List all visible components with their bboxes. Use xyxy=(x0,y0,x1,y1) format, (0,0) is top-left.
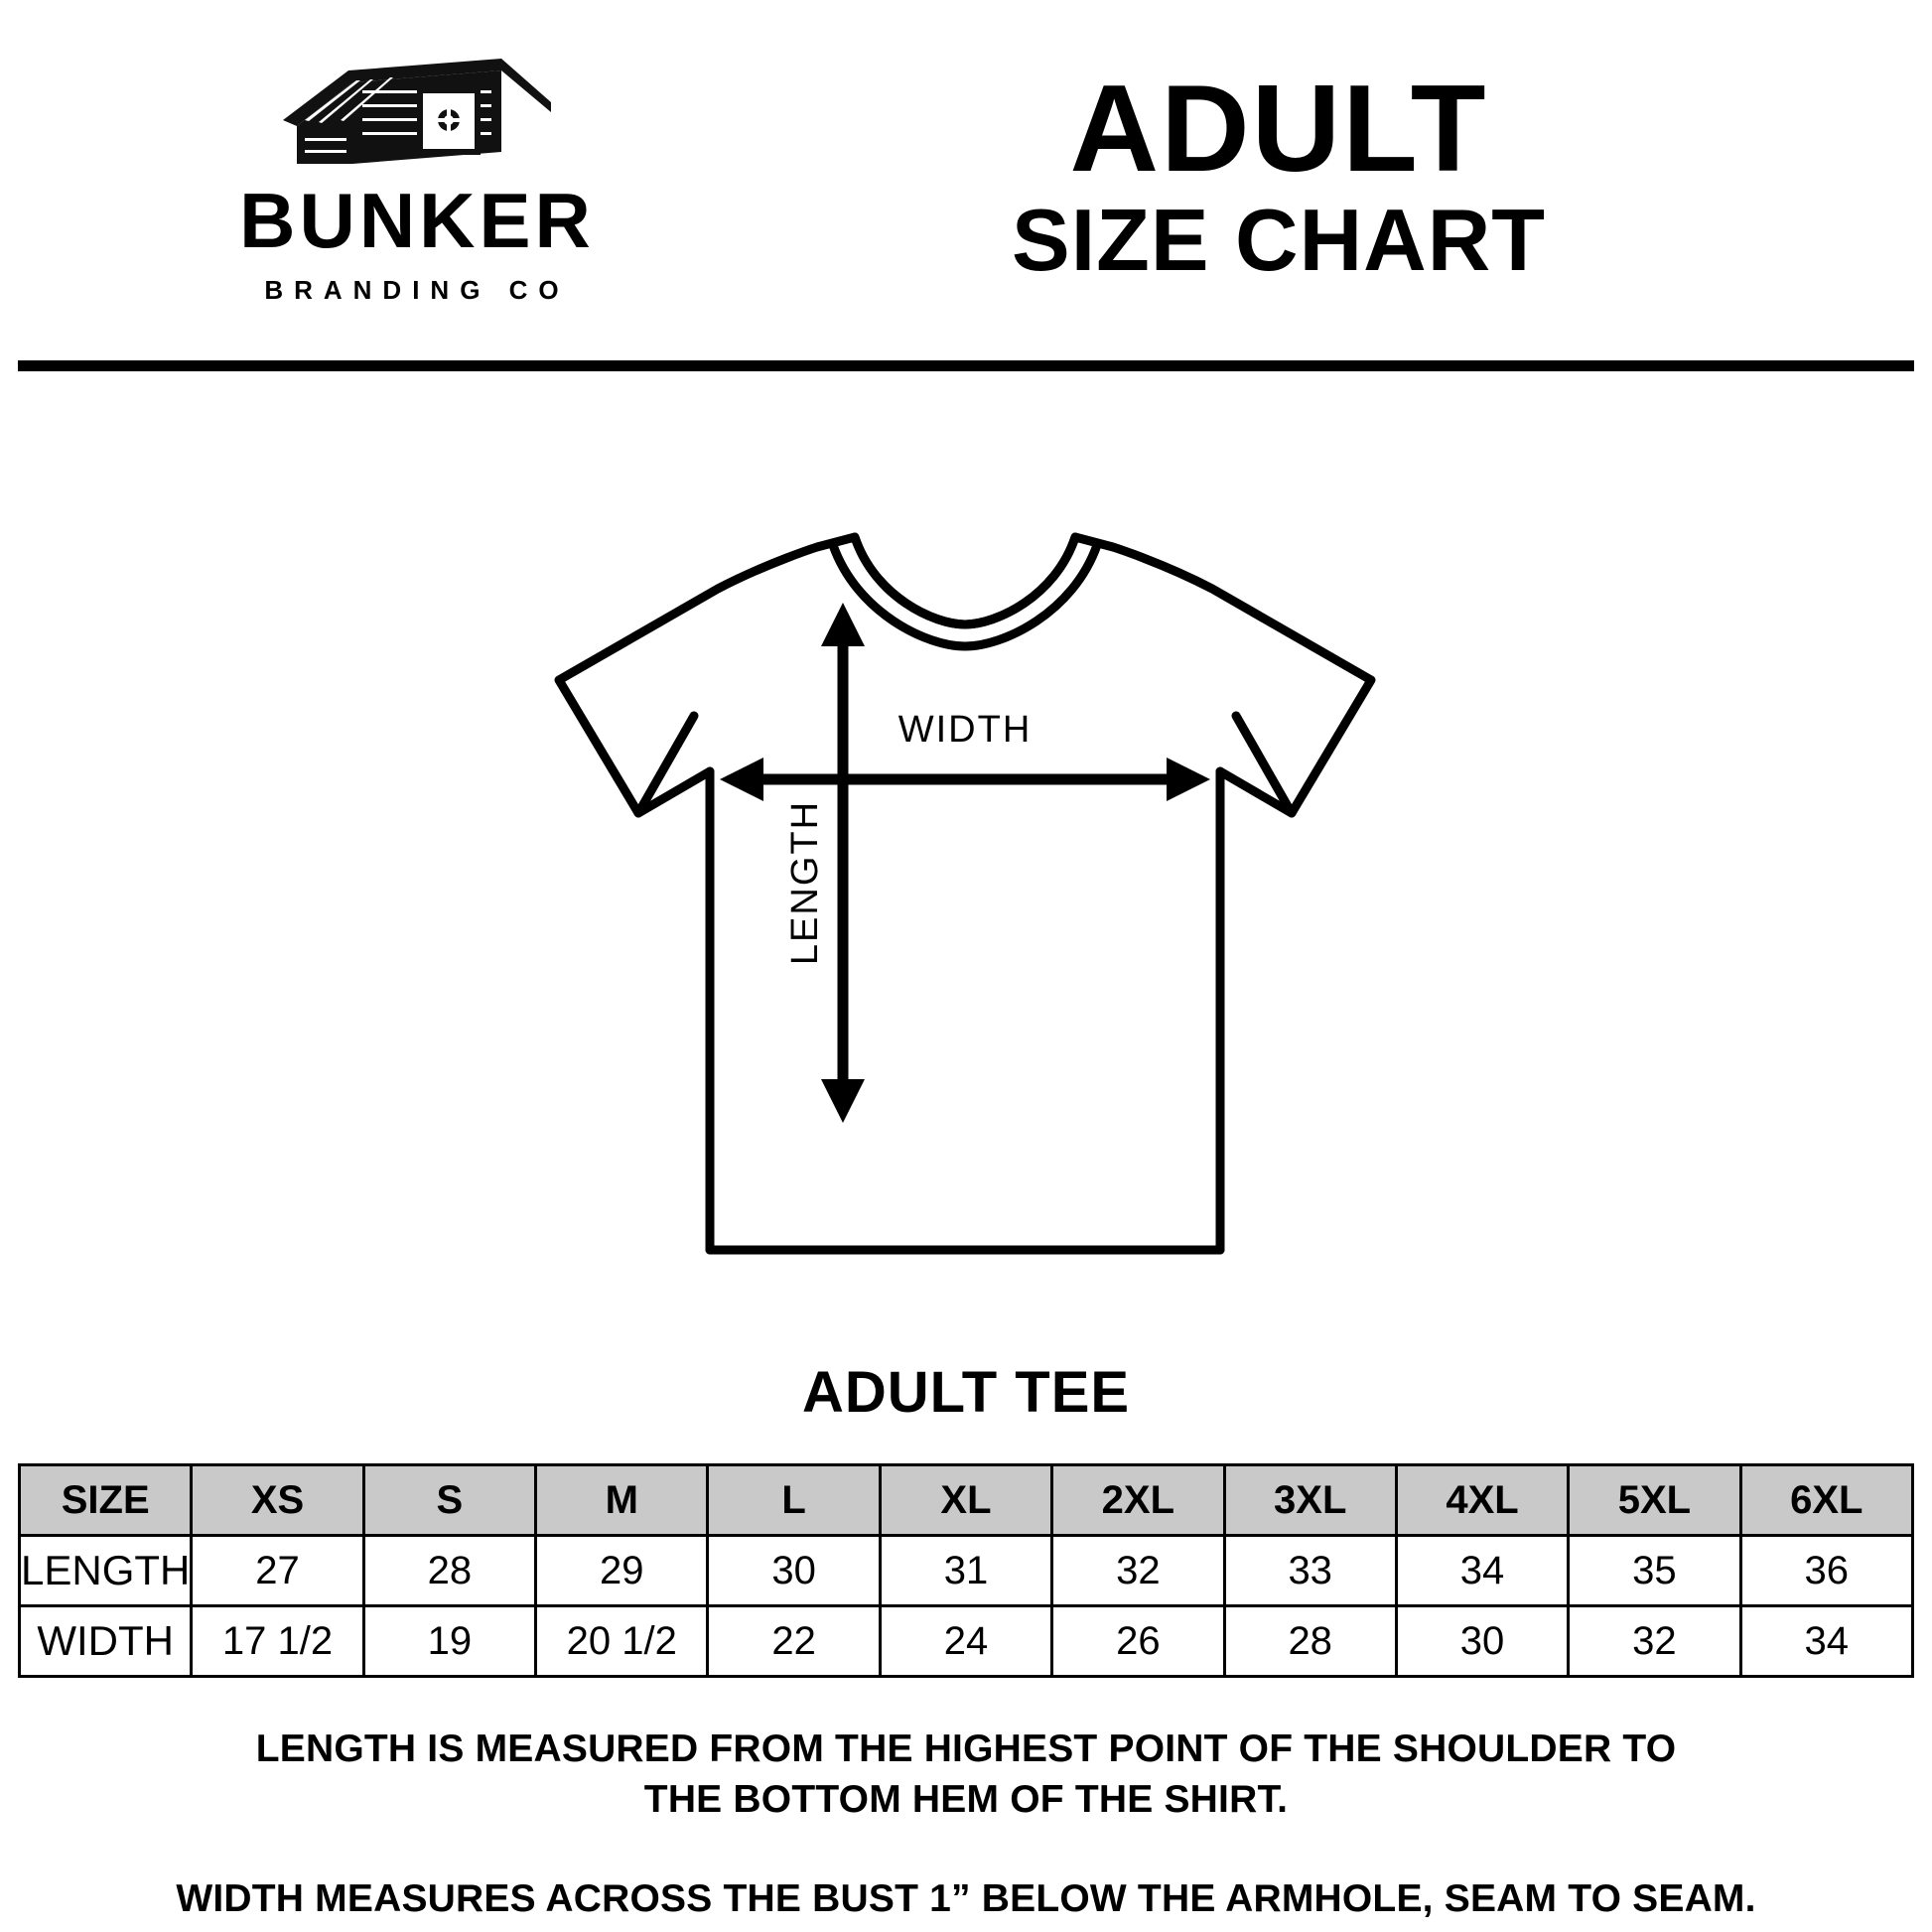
page-header xyxy=(0,0,1932,352)
table-cell: 17 1/2 xyxy=(192,1606,363,1677)
table-header-cell: XL xyxy=(880,1465,1051,1536)
table-cell: 22 xyxy=(708,1606,880,1677)
table-cell: 32 xyxy=(1569,1606,1740,1677)
table-cell: 30 xyxy=(708,1536,880,1606)
table-cell: 31 xyxy=(880,1536,1051,1606)
table-cell: 27 xyxy=(192,1536,363,1606)
length-arrow xyxy=(821,603,865,1123)
table-cell: 34 xyxy=(1396,1536,1568,1606)
note-length-line1: LENGTH IS MEASURED FROM THE HIGHEST POINT OF THE SHOULDER TO xyxy=(255,1727,1677,1770)
table-cell: 19 xyxy=(363,1606,535,1677)
measurement-notes xyxy=(60,1724,1872,1924)
header-divider xyxy=(18,360,1914,371)
table-header-cell: L xyxy=(708,1465,880,1536)
brand-tagline: BRANDING CO xyxy=(264,275,570,305)
length-label: LENGTH xyxy=(784,799,826,966)
table-header-cell: 6XL xyxy=(1740,1465,1912,1536)
size-table xyxy=(18,1463,1914,1678)
table-cell: 29 xyxy=(536,1536,708,1606)
table-cell: 30 xyxy=(1396,1606,1568,1677)
table-header-cell: XS xyxy=(192,1465,363,1536)
brand-logo xyxy=(109,47,725,306)
width-label: WIDTH xyxy=(897,709,1033,751)
table-cell: 28 xyxy=(363,1536,535,1606)
table-header-cell: 2XL xyxy=(1052,1465,1224,1536)
table-cell: 26 xyxy=(1052,1606,1224,1677)
table-header-cell: 4XL xyxy=(1396,1465,1568,1536)
table-cell: 33 xyxy=(1224,1536,1396,1606)
row-label-width: WIDTH xyxy=(20,1606,192,1677)
table-header-cell: M xyxy=(536,1465,708,1536)
width-arrow xyxy=(720,758,1210,801)
notes-spacer xyxy=(60,1826,1872,1873)
size-table-wrapper xyxy=(18,1463,1914,1678)
tshirt-outline-icon xyxy=(519,485,1413,1310)
table-header-cell: 5XL xyxy=(1569,1465,1740,1536)
table-cell: 28 xyxy=(1224,1606,1396,1677)
page-title xyxy=(725,61,1892,289)
table-row xyxy=(20,1536,1913,1606)
table-cell: 34 xyxy=(1740,1606,1912,1677)
table-header-cell: S xyxy=(363,1465,535,1536)
table-cell: 35 xyxy=(1569,1536,1740,1606)
bunker-building-icon xyxy=(253,47,581,176)
title-sub: SIZE CHART xyxy=(1012,190,1546,289)
row-label-length: LENGTH xyxy=(20,1536,192,1606)
note-length-line2: THE BOTTOM HEM OF THE SHIRT. xyxy=(643,1778,1289,1822)
table-cell: 32 xyxy=(1052,1536,1224,1606)
brand-name: BUNKER xyxy=(239,177,595,264)
table-row xyxy=(20,1606,1913,1677)
table-cell: 20 1/2 xyxy=(536,1606,708,1677)
table-header-cell: SIZE xyxy=(20,1465,192,1536)
garment-caption: ADULT TEE xyxy=(801,1360,1131,1425)
table-header-row xyxy=(20,1465,1913,1536)
tshirt-diagram xyxy=(0,426,1932,1369)
note-width: WIDTH MEASURES ACROSS THE BUST 1” BELOW THE ARMHOLE, SEAM TO SEAM. xyxy=(176,1876,1756,1920)
table-cell: 24 xyxy=(880,1606,1051,1677)
title-main: ADULT xyxy=(1069,61,1488,199)
table-header-cell: 3XL xyxy=(1224,1465,1396,1536)
table-cell: 36 xyxy=(1740,1536,1912,1606)
